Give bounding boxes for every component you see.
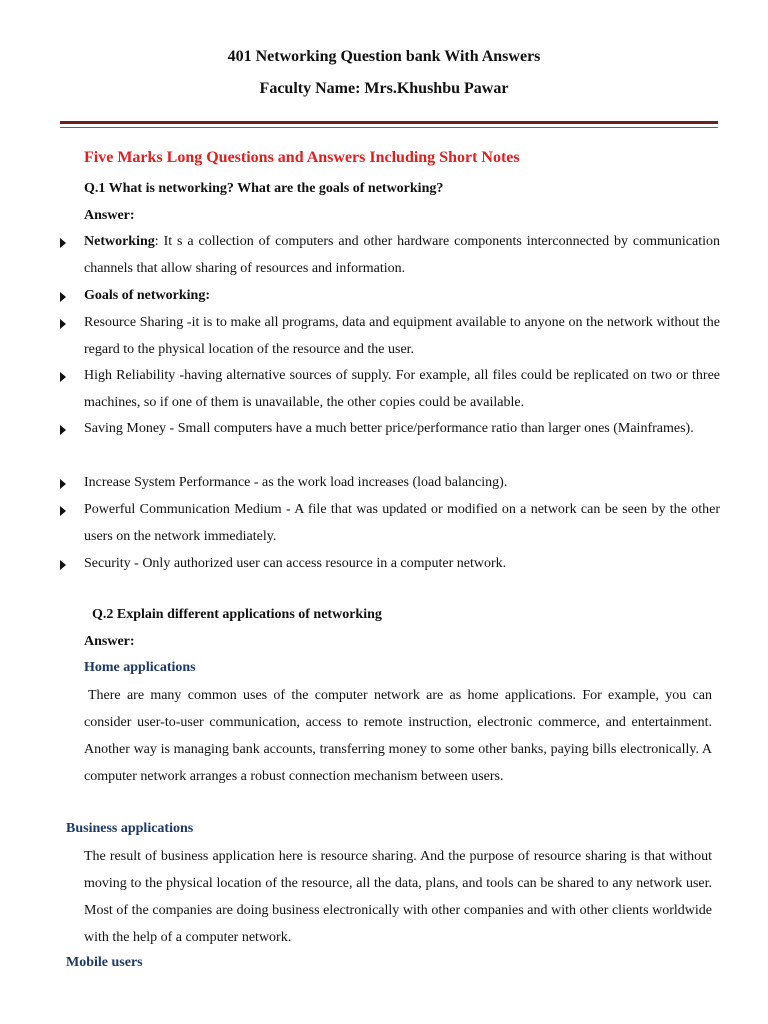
business-applications-text: The result of business application here is resource sharing. And the purpose of resource sharing is that without moving to the physical location of the resource, all the data, plans, and tools can be shared to any network user. Most of the companies are doing business electronically with other companies and with other clients worldwide with the help of a computer network. [84, 849, 712, 945]
triangle-bullet-icon [60, 479, 66, 489]
list-item [60, 309, 720, 363]
document-title: 401 Networking Question bank With Answers [227, 48, 541, 65]
bullet-text: Security - Only authorized user can access resource in a computer network. [84, 556, 507, 571]
triangle-bullet-icon [60, 506, 66, 516]
triangle-bullet-icon [60, 319, 66, 329]
business-applications-heading: Business applications [66, 821, 194, 836]
list-item [60, 228, 720, 282]
header-divider-thin [60, 127, 718, 128]
question-1: Q.1 What is networking? What are the goals of networking? [84, 181, 444, 196]
bullet-text: : It s a collection of computers and other hardware components interconnected by communication channels that allow sharing of resources and information. [84, 234, 720, 276]
bullet-text: Powerful Communication Medium - A file that was updated or modified on a network can be seen by the other users on the network immediately. [84, 502, 720, 544]
triangle-bullet-icon [60, 425, 66, 435]
triangle-bullet-icon [60, 238, 66, 248]
list-item [60, 362, 720, 416]
answer-label-2: Answer: [84, 634, 135, 649]
bullet-text: Resource Sharing -it is to make all programs, data and equipment available to anyone on the network without the regard to the physical location of the resource and the user. [84, 315, 720, 357]
triangle-bullet-icon [60, 372, 66, 382]
question-2: Q.2 Explain different applications of networking [92, 607, 382, 622]
answer-label-1: Answer: [84, 208, 135, 223]
triangle-bullet-icon [60, 560, 66, 570]
bullet-label: Networking [84, 234, 155, 249]
header-divider [60, 121, 718, 124]
triangle-bullet-icon [60, 292, 66, 302]
list-item [60, 282, 720, 309]
list-item [60, 550, 720, 577]
section-heading: Five Marks Long Questions and Answers Including Short Notes [84, 149, 520, 166]
bullet-label: Goals of networking: [84, 288, 210, 303]
bullet-text: Increase System Performance - as the work load increases (load balancing). [84, 475, 508, 490]
bullet-text: Saving Money - Small computers have a much better price/performance ratio than larger ones (Mainframes). [84, 421, 694, 436]
list-item [60, 415, 720, 442]
mobile-users-heading: Mobile users [66, 955, 143, 970]
list-item [60, 496, 720, 550]
home-applications-heading: Home applications [84, 660, 196, 675]
faculty-name: Faculty Name: Mrs.Khushbu Pawar [259, 80, 509, 97]
home-applications-text: There are many common uses of the computer network are as home applications. For example, you can consider user-to-user communication, access to remote instruction, electronic commerce, and entertainment. Another way is managing bank accounts, transferring money to some other banks, paying bills electronically. A computer network arranges a robust connection mechanism between users. [84, 688, 712, 784]
list-item [60, 469, 720, 496]
bullet-text: High Reliability -having alternative sources of supply. For example, all files could be replicated on two or three machines, so if one of them is unavailable, the other copies could be available. [84, 368, 720, 410]
